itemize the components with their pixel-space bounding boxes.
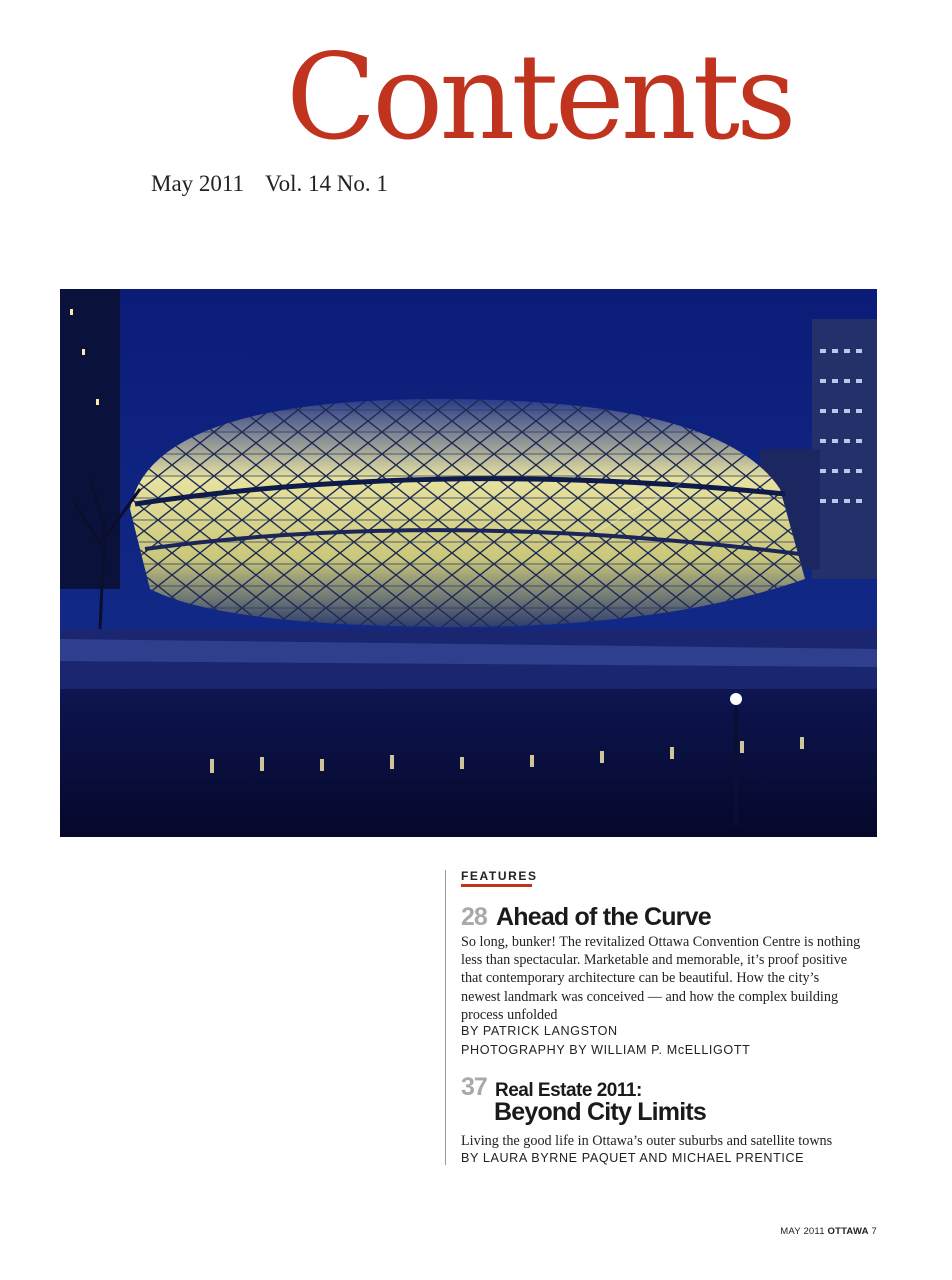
column-divider <box>445 870 446 1165</box>
folio-page-number: 7 <box>871 1226 877 1237</box>
folio-date: MAY 2011 <box>780 1226 825 1237</box>
convention-centre-photo <box>60 289 877 837</box>
feature-description: Living the good life in Ottawa’s outer suburbs and satellite towns <box>461 1133 833 1149</box>
page-folio <box>780 1226 877 1237</box>
convention-centre-illustration <box>60 289 877 837</box>
feature-page-number: 28 <box>461 903 487 931</box>
feature-title[interactable]: Beyond City Limits <box>494 1098 707 1126</box>
feature-description: So long, bunker! The revitalized Ottawa Convention Centre is nothing less than spectacular. Marketable and memorable, it’s proof positive that contemporary architecture can be beautiful. How the city’s newest landmark was conceived — and how the complex building process unfolded <box>461 934 861 1023</box>
section-label: FEATURES <box>461 869 538 883</box>
section-underline <box>461 884 532 887</box>
folio-magazine: OTTAWA <box>827 1226 869 1237</box>
feature-byline: BY LAURA BYRNE PAQUET AND MICHAEL PRENTICE <box>461 1151 805 1165</box>
page-title: Contents <box>286 28 793 166</box>
issue-volume: Vol. 14 No. 1 <box>265 171 388 196</box>
feature-photo-credit: PHOTOGRAPHY BY WILLIAM P. McELLIGOTT <box>461 1043 751 1057</box>
feature-page-number: 37 <box>461 1073 487 1101</box>
feature-kicker: Real Estate 2011: <box>495 1080 642 1101</box>
feature-title[interactable]: Ahead of the Curve <box>496 903 711 931</box>
feature-byline: BY PATRICK LANGSTON <box>461 1024 618 1038</box>
issue-date: May 2011 <box>151 171 245 196</box>
